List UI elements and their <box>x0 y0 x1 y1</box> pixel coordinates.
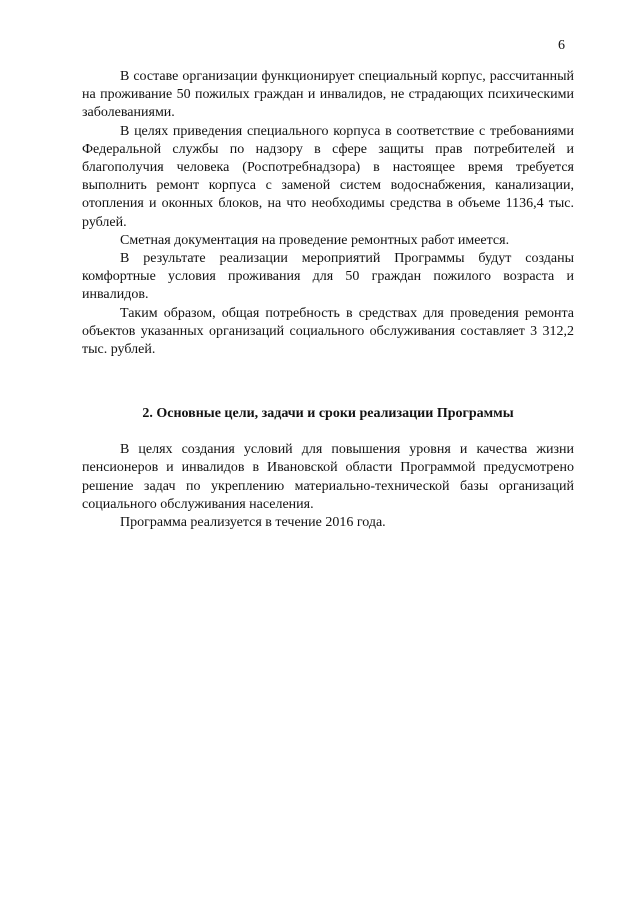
paragraph-program-period: Программа реализуется в течение 2016 года. <box>120 515 386 531</box>
paragraph-program-goals: В целях создания условий для повышения уровня и качества жизни пенсионеров и инвалидов в Ивановской области Программой предусмотрено решение задач по укреплению материально-технической базы организаций социального обслуживания населения. <box>82 442 574 512</box>
section-heading: 2. Основные цели, задачи и сроки реализации Программы <box>142 406 514 422</box>
page-number: 6 <box>558 38 565 53</box>
paragraph-repair-requirements: В целях приведения специального корпуса в соответствие с требованиями Федеральной службы по надзору в сфере защиты прав потребителей и благополучия человека (Роспотребнадзора) в настоящее время требуется выполнить ремонт корпуса с заменой систем водоснабжения, канализации, отопления и оконных блоков, на что необходимы средства в объеме 1136,4 тыс. рублей. <box>82 123 574 230</box>
paragraph-estimate-documentation: Сметная документация на проведение ремонтных работ имеется. <box>120 232 510 248</box>
section-spacer <box>82 359 574 368</box>
paragraph-special-building: В составе организации функционирует специальный корпус, рассчитанный на проживание 50 пожилых граждан и инвалидов, не страдающих психическими заболеваниями. <box>82 69 574 121</box>
paragraph-program-results: В результате реализации мероприятий Программы будут созданы комфортные условия проживания для 50 граждан пожилого возраста и инвалидов. <box>82 251 574 303</box>
document-body <box>82 68 574 532</box>
paragraph-total-need: Таким образом, общая потребность в средствах для проведения ремонта объектов указанных организаций социального обслуживания составляет 3 312,2 тыс. рублей. <box>82 305 574 358</box>
